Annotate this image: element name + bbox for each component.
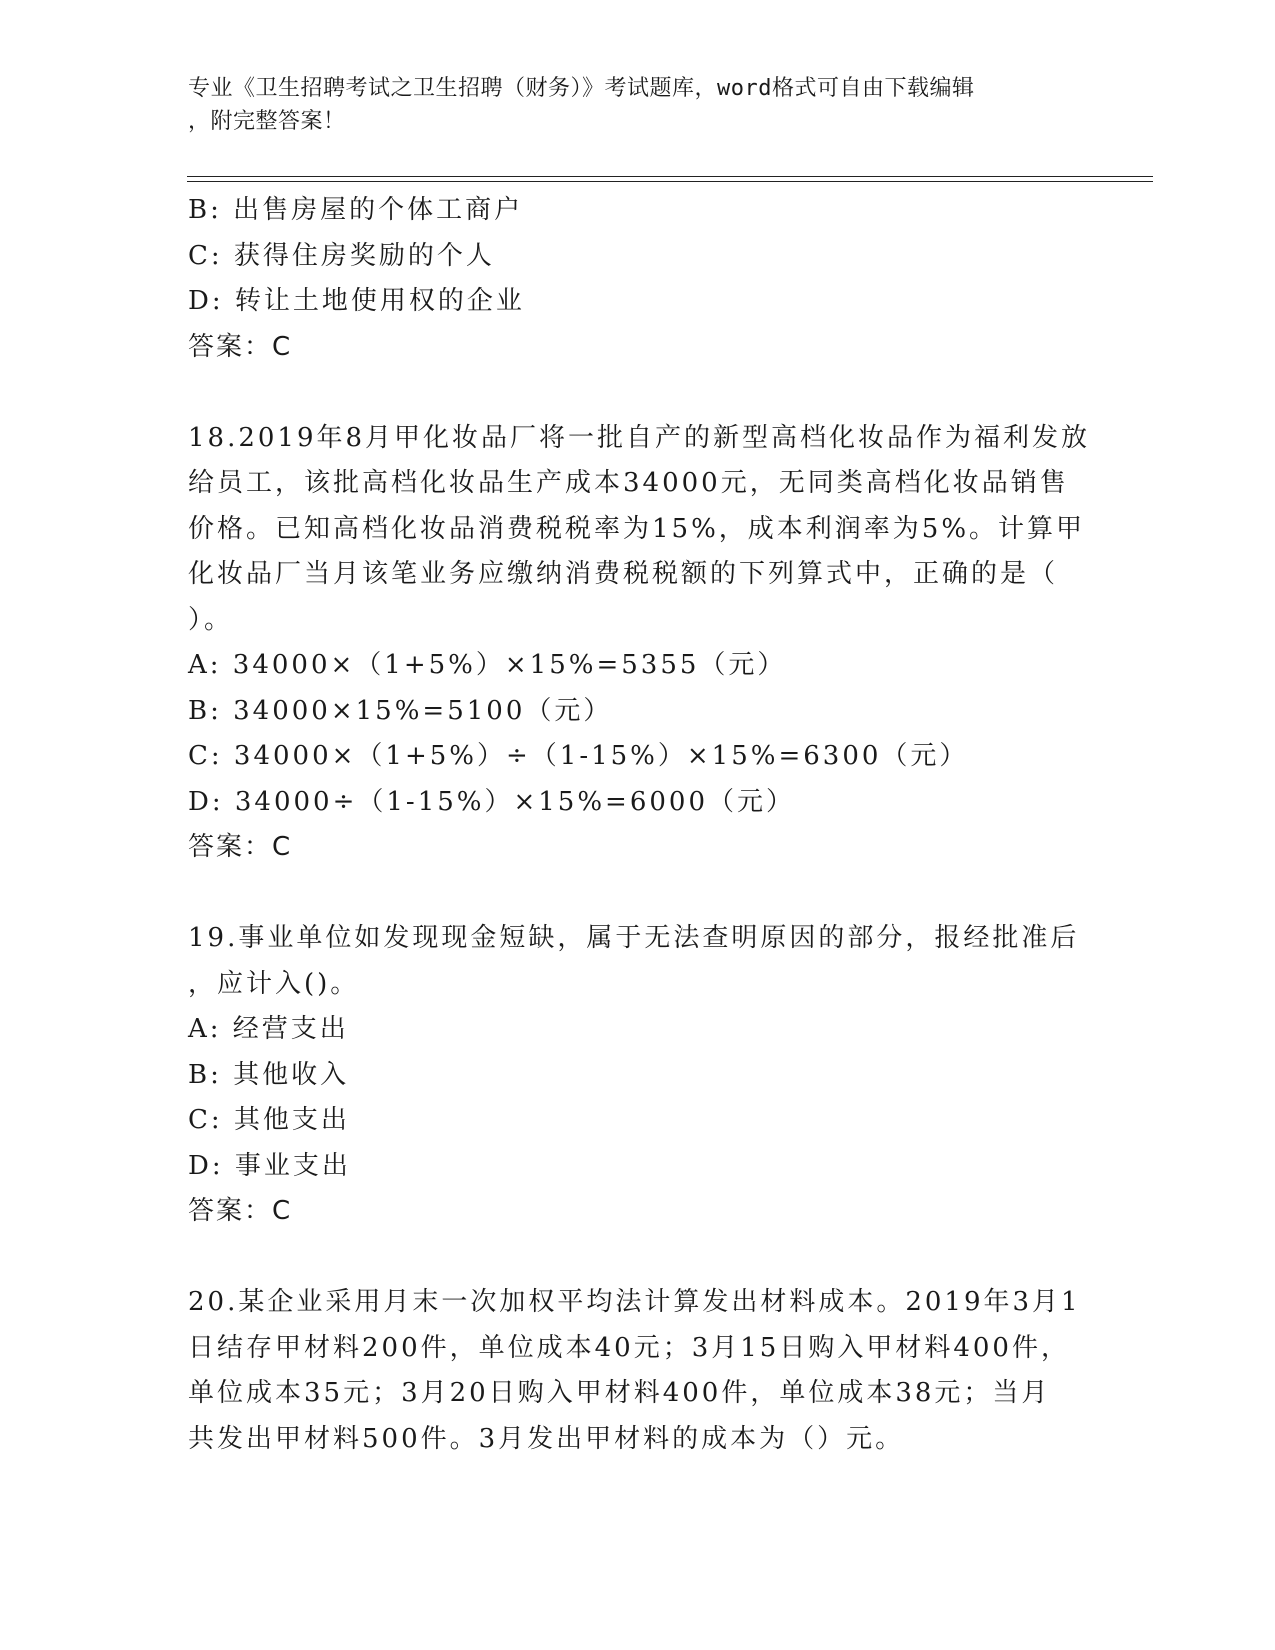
spacer bbox=[188, 370, 1088, 416]
question-17 bbox=[188, 188, 1088, 370]
document-header bbox=[188, 72, 1088, 138]
option-d: D: 事业支出 bbox=[188, 1150, 351, 1181]
spacer bbox=[188, 1235, 1088, 1281]
answer: 答案：C bbox=[188, 832, 293, 862]
question-stem-line: ）。 bbox=[188, 604, 234, 635]
header-line-1: 专业《卫生招聘考试之卫生招聘（财务）》考试题库，word格式可自由下载编辑 bbox=[188, 76, 975, 101]
question-19 bbox=[188, 916, 1088, 1235]
question-stem-line: 19.事业单位如发现现金短缺，属于无法查明原因的部分，报经批准后 bbox=[188, 923, 1080, 953]
question-stem-line: 单位成本35元；3月20日购入甲材料400件，单位成本38元；当月 bbox=[188, 1378, 1051, 1408]
option-c: C: 其他支出 bbox=[188, 1105, 350, 1135]
question-stem-line: 20.某企业采用月末一次加权平均法计算发出材料成本。2019年3月1 bbox=[188, 1287, 1081, 1317]
question-stem-line: 共发出甲材料500件。3月发出甲材料的成本为（）元。 bbox=[188, 1423, 905, 1454]
option-b: B: 其他收入 bbox=[188, 1059, 350, 1090]
option-d: D: 转让土地使用权的企业 bbox=[188, 286, 525, 316]
header-line-2: ，附完整答案！ bbox=[188, 109, 346, 134]
answer: 答案：C bbox=[188, 331, 293, 362]
option-b: B: 出售房屋的个体工商户 bbox=[188, 195, 524, 225]
option-b: B: 34000×15%=5100（元） bbox=[188, 695, 613, 726]
question-20 bbox=[188, 1280, 1088, 1462]
spacer bbox=[188, 871, 1088, 917]
option-a: A: 经营支出 bbox=[188, 1014, 349, 1044]
option-c: C: 34000×（1+5%）÷（1-15%）×15%=6300（元） bbox=[188, 741, 969, 771]
question-stem-line: 价格。已知高档化妆品消费税税率为15%，成本利润率为5%。计算甲 bbox=[188, 513, 1086, 544]
option-a: A: 34000×（1+5%）×15%=5355（元） bbox=[188, 650, 787, 680]
document-body bbox=[188, 188, 1091, 1462]
question-stem-line: ，应计入()。 bbox=[188, 968, 360, 999]
header-divider bbox=[187, 176, 1153, 182]
answer: 答案：C bbox=[188, 1196, 293, 1226]
option-d: D: 34000÷（1-15%）×15%=6000（元） bbox=[188, 786, 796, 817]
question-stem-line: 给员工，该批高档化妆品生产成本34000元，无同类高档化妆品销售 bbox=[188, 468, 1069, 498]
option-c: C: 获得住房奖励的个人 bbox=[188, 240, 495, 271]
question-stem-line: 化妆品厂当月该笔业务应缴纳消费税税额的下列算式中，正确的是（ bbox=[188, 559, 1059, 589]
question-stem-line: 日结存甲材料200件，单位成本40元；3月15日购入甲材料400件， bbox=[188, 1332, 1070, 1363]
question-18 bbox=[188, 416, 1091, 871]
question-stem-line: 18.2019年8月甲化妆品厂将一批自产的新型高档化妆品作为福利发放 bbox=[188, 422, 1091, 453]
